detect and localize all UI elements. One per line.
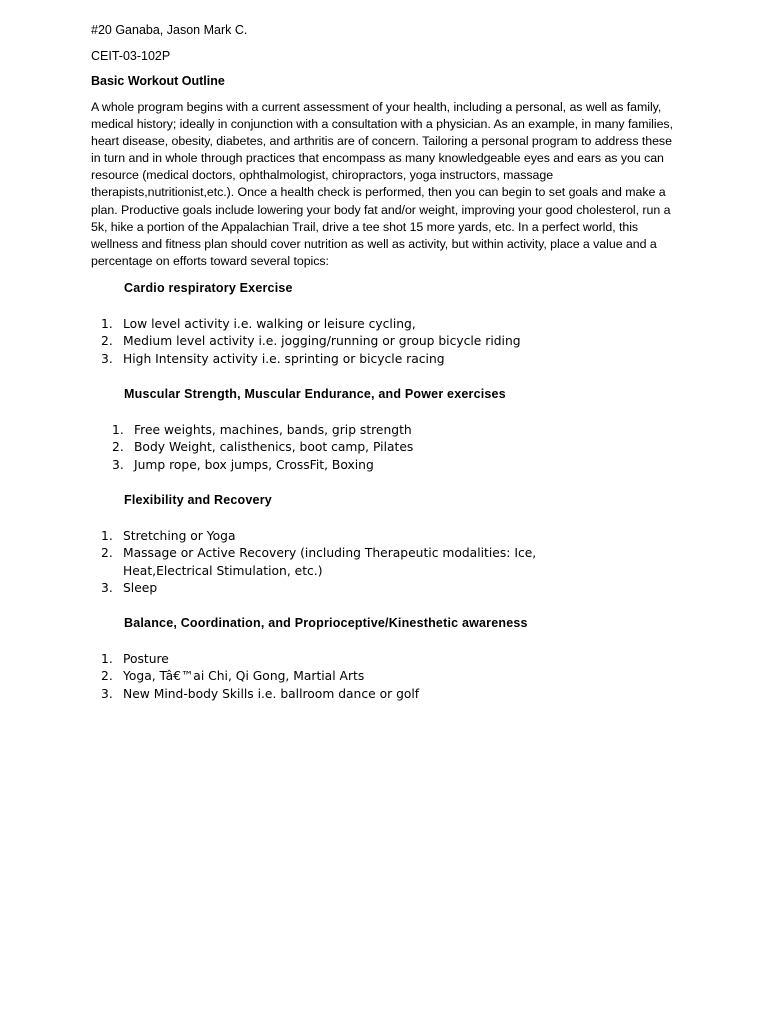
list-item: 1. Free weights, machines, bands, grip strength <box>112 423 412 437</box>
course-code: CEIT-03-102P <box>91 49 171 63</box>
list-item: 2. Yoga, Tâ€™ai Chi, Qi Gong, Martial Arts <box>101 669 365 684</box>
cardio-list <box>91 316 691 368</box>
list-item: 2. Body Weight, calisthenics, boot camp, Pilates <box>112 440 414 455</box>
section-heading-balance: Balance, Coordination, and Proprioceptive/Kinesthetic awareness <box>124 616 528 630</box>
list-item: 2. Medium level activity i.e. jogging/running or group bicycle riding <box>101 334 521 349</box>
list-item: 1. Stretching or Yoga <box>101 529 236 543</box>
section-heading-flexibility: Flexibility and Recovery <box>124 493 272 507</box>
flexibility-list <box>91 528 691 597</box>
section-heading-cardio: Cardio respiratory Exercise <box>124 281 293 295</box>
intro-paragraph: A whole program begins with a current assessment of your health, including a personal, as well as family, medical history; ideally in conjunction with a consultation with a physician. As an example, in many families, heart disease, obesity, diabetes, and arthritis are of concern. Tailoring a personal program to address these in turn and in whole through practices that encompass as many knowledgeable eyes and ears as you can resource (medical doctors, ophthalmologist, chiropractors, yoga instructors, massage therapists,nutritionist,etc.). Once a health check is performed, then you can begin to set goals and make a plan. Productive goals include lowering your body fat and/or weight, improving your good cholesterol, run a 5k, hike a portion of the Appalachian Trail, drive a tee shot 15 more yards, etc. In a perfect world, this wellness and fitness plan should cover nutrition as well as activity, but within activity, place a value and a percentage on efforts toward several topics: <box>91 100 673 268</box>
balance-list <box>91 651 691 703</box>
strength-list <box>91 422 691 474</box>
list-item: 3. High Intensity activity i.e. sprinting or bicycle racing <box>101 351 445 366</box>
list-item: 1. Posture <box>101 652 169 666</box>
list-item: 3. New Mind-body Skills i.e. ballroom dance or golf <box>101 686 420 701</box>
document-title: Basic Workout Outline <box>91 74 225 88</box>
list-item: 3. Sleep <box>101 580 158 595</box>
list-item: 2. Massage or Active Recovery (including Therapeutic modalities: Ice, Heat,Electrical Stimulation, etc.) <box>101 546 537 578</box>
author-line: #20 Ganaba, Jason Mark C. <box>91 23 248 37</box>
list-item: 1. Low level activity i.e. walking or leisure cycling, <box>101 317 416 331</box>
list-item: 3. Jump rope, box jumps, CrossFit, Boxing <box>112 457 374 472</box>
section-heading-strength: Muscular Strength, Muscular Endurance, and Power exercises <box>124 387 506 401</box>
